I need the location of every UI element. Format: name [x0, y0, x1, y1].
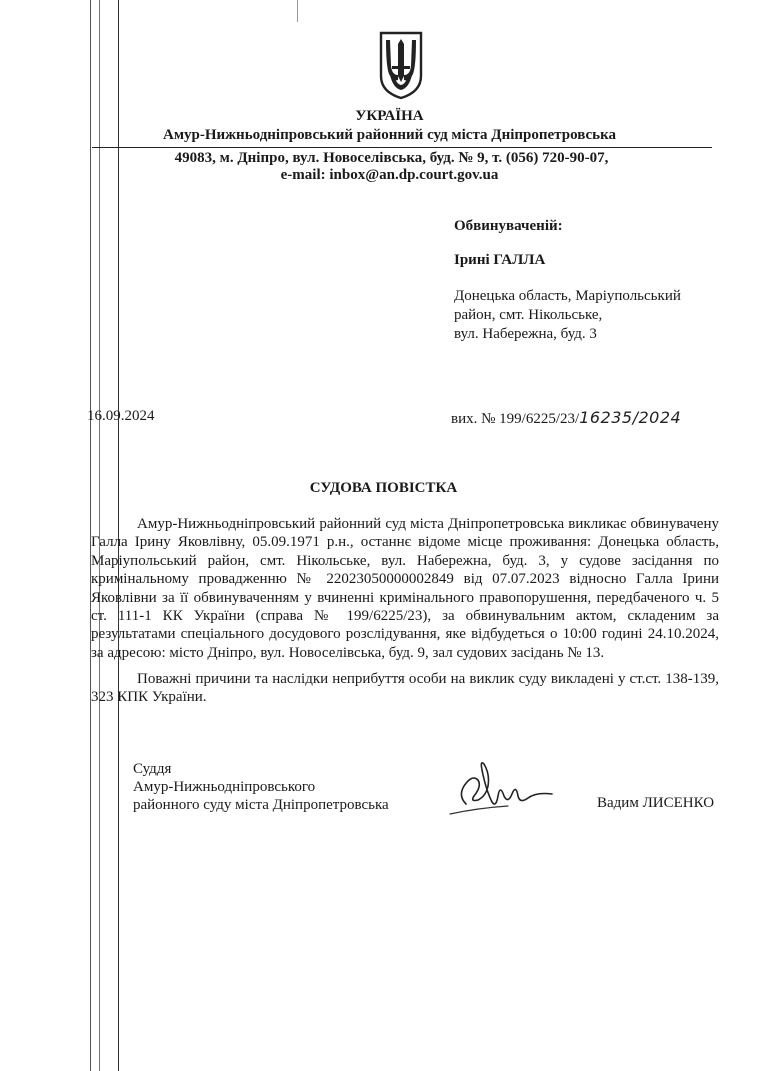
recipient-name: Ірині ГАЛЛА: [454, 252, 546, 268]
recipient-address-line: район, смт. Нікольське,: [454, 307, 603, 323]
court-name: Амур-Нижньодніпровський районний суд міста Дніпропетровська: [162, 127, 616, 143]
country-heading: УКРАЇНА: [355, 108, 424, 124]
recipient-address-line: вул. Набережна, буд. 3: [454, 326, 597, 342]
signature-block: [133, 760, 389, 814]
header-divider: [92, 147, 712, 148]
document-date: 16.09.2024: [87, 408, 155, 424]
judge-title-line: Амур-Нижньодніпровського: [133, 779, 316, 795]
outgoing-number-handwritten: 16235/2024: [579, 408, 682, 427]
outgoing-number-prefix: вих. № 199/6225/23/: [451, 411, 580, 427]
handwritten-signature: [448, 756, 558, 818]
recipient-label: Обвинуваченій:: [454, 218, 563, 234]
tryzub-emblem-icon: [377, 30, 425, 100]
summons-paragraph: Поважні причини та наслідки неприбуття особи на виклик суду викладені у ст.ст. 138-139, 323 КПК України.: [91, 671, 719, 706]
judge-name: Вадим ЛИСЕНКО: [597, 795, 715, 811]
court-address: 49083, м. Дніпро, вул. Новоселівська, буд. № 9, т. (056) 720-90-07,: [174, 150, 609, 166]
document-title: СУДОВА ПОВІСТКА: [309, 480, 458, 496]
summons-paragraph: Амур-Нижньодніпровський районний суд міста Дніпропетровська викликає обвинувачену Галла Ірину Яковлівну, 05.09.1971 р.н., останнє відоме місце проживання: Донецька область, Маріупольський район, смт. Нікольське, вул. Набережна, буд. 3, у судове засідання по кримінальному провадженню № 22023050000002849 від 07.07.2023 відносно Галла Ірини Яковлівни за її обвинуваченням у вчиненні кримінального правопорушення, передбаченого ч. 5 ст. 111-1 КК України (справа № 199/6225/23), за обвинувальним актом, складеним за результатами спеціального досудового розслідування, яке відбудеться о 10:00 годині 24.10.2024, за адресою: місто Дніпро, вул. Новоселівська, буд. 9, зал судових засідань № 13.: [91, 516, 719, 661]
recipient-address-line: Донецька область, Маріупольський: [454, 288, 681, 304]
recipient-address: [454, 287, 681, 344]
scan-margin-line: [297, 0, 298, 22]
summons-body: [91, 515, 719, 662]
court-email: e-mail: inbox@an.dp.court.gov.ua: [280, 167, 499, 183]
judge-title-line: районного суду міста Дніпропетровська: [133, 797, 389, 813]
outgoing-number: [451, 408, 681, 428]
summons-note: [91, 670, 719, 707]
judge-title-line: Суддя: [133, 761, 172, 777]
